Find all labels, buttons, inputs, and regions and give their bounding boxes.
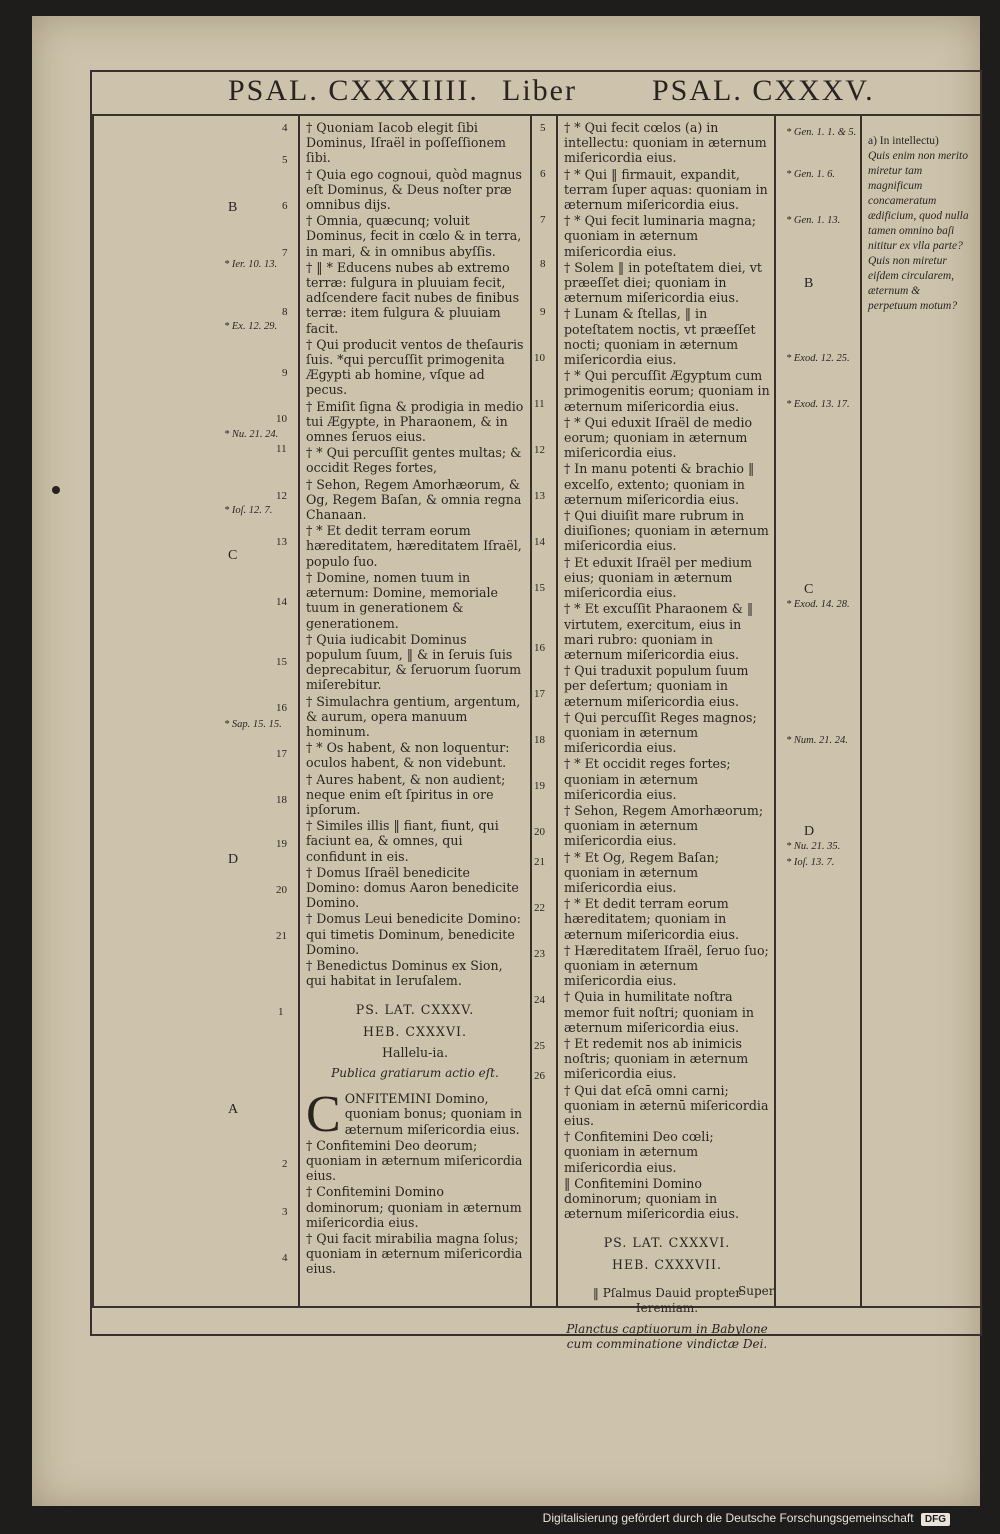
verse-number: 12 [534, 444, 545, 456]
verse: † In manu potenti & brachio ‖ excelſo, extento; quoniam in æternum miſericordia eius. [564, 461, 755, 507]
marginal-note [868, 134, 972, 314]
rule-note-left [860, 116, 862, 1306]
drop-capital: C [306, 1086, 341, 1144]
psalm-title-latin: PS. LAT. CXXXV. [355, 1002, 475, 1018]
verse: † Et redemit nos ab inimicis noſtris; quoniam in æternum miſericordia eius. [564, 1035, 749, 1082]
verse-number: 19 [276, 838, 287, 850]
column-2 [564, 120, 770, 1353]
psalm-title-hebrew: HEB. CXXXVI. [362, 1023, 468, 1039]
psalm-subtitle: Planctus captiuorum in Babylone cum comminatione vindictæ Dei. [566, 1322, 768, 1352]
verse-number: 19 [534, 780, 545, 792]
verse-number: 13 [534, 490, 545, 502]
verse: † Lunam & ſtellas, ‖ in poteſtatem noctis, vt præeſſet nocti; quoniam in æternum miſericordia eius. [564, 306, 756, 368]
verse: † Quoniam Iacob elegit ſibi Dominus, Iſraël in poſſeſſionem ſibi. [306, 120, 506, 166]
psalm-heading: ‖ Pſalmus Dauid propter Ieremiam. [592, 1285, 742, 1316]
verse: † Simulachra gentium, argentum, & aurum, opera manuum hominum. [306, 693, 521, 739]
verse: ‖ Confitemini Domino dominorum; quoniam in æternum miſericordia eius. [564, 1175, 739, 1222]
verse: † Quia ego cognoui, quòd magnus eſt Dominus, & Deus noſter præ omnibus dijs. [306, 166, 522, 213]
credit-text: Digitalisierung gefördert durch die Deutsche Forschungsgemeinschaft [542, 1511, 914, 1525]
verse-number: 1 [278, 1006, 284, 1018]
verse: † Domine, nomen tuum in æternum: Domine, memoriale tuum in generationem & generationem. [306, 569, 498, 631]
section-letter: D [228, 852, 239, 867]
verse-number: 23 [534, 948, 545, 960]
margin-reference: * Gen. 1. 13. [786, 215, 841, 226]
margin-reference: * Gen. 1. 1. & 5. [786, 127, 857, 138]
verse-number: 15 [276, 656, 287, 668]
note-text: Quis enim non merito miretur tam magnificum concameratum ædificium, quod nulla tamen omnino baſi nititur ex vlla parte? Quis non miretur eiſdem circularem, æternum & perpetuum motum? [868, 150, 969, 312]
psalm-subtitle: Publica gratiarum actio eſt. [331, 1065, 499, 1080]
verse: † Sehon, Regem Amorhæorum, & Og, Regem Baſan, & omnia regna Chanaan. [306, 476, 522, 523]
verse: † Sehon, Regem Amorhæorum; quoniam in æternum miſericordia eius. [564, 802, 764, 849]
verse: † * Os habent, & non loquentur: oculos habent, & non videbunt. [306, 740, 510, 771]
rule-left [92, 116, 94, 1306]
verse: † * Et dedit terram eorum hæreditatem, hæreditatem Iſraël, populo ſuo. [306, 523, 522, 569]
verse-number: 15 [534, 582, 545, 594]
verse-number: 25 [534, 1040, 545, 1052]
margin-reference: * Nu. 21. 35. [786, 841, 841, 852]
verse-number: 3 [282, 1206, 288, 1218]
verse: † * Et Og, Regem Baſan; quoniam in æternum miſericordia eius. [564, 849, 719, 895]
verse-number: 11 [534, 398, 545, 410]
verse-number: 14 [276, 596, 287, 608]
verse: † Aures habent, & non audient; neque enim eſt ſpiritus in ore ipſorum. [306, 771, 506, 817]
verse: † Quia iudicabit Dominus populum ſuum, ‖ & in ſeruis ſuis deprecabitur, & ſeruorum ſuorum miſerebitur. [306, 631, 522, 693]
running-header [92, 72, 980, 116]
verse: † * Qui fecit cœlos (a) in intellectu: quoniam in æternum miſericordia eius. [564, 120, 767, 166]
rule-col2-right [774, 116, 776, 1306]
margin-reference: * Exod. 13. 17. [786, 399, 850, 410]
verse: † Domus Iſraël benedicite Domino: domus Aaron benedicite Domino. [306, 864, 519, 911]
verse: † Quia in humilitate noſtra memor fuit noſtri; quoniam in æternum miſericordia eius. [564, 989, 755, 1035]
verse: † * Qui ‖ firmauit, expandit, terram ſuper aquas: quoniam in æternum miſericordia eius. [564, 166, 768, 213]
text-frame [90, 70, 982, 1352]
verse-text: ONFITEMINI Domino, quoniam bonus; quoniam in æternum miſericordia eius. [344, 1091, 523, 1137]
verse: † Omnia, quæcunq; voluit Dominus, fecit in cœlo & in terra, in mari, & in omnibus abyſſis. [306, 213, 522, 259]
margin-reference: * Nu. 21. 24. [224, 429, 279, 440]
verse-number: 14 [534, 536, 545, 548]
verse: † Qui traduxit populum ſuum per deſertum; quoniam in æternum miſericordia eius. [564, 663, 749, 709]
psalm-title-hebrew: HEB. CXXXVII. [611, 1256, 723, 1272]
margin-reference: * Gen. 1. 6. [786, 169, 835, 180]
verse-number: 16 [534, 642, 545, 654]
verse-number: 10 [276, 413, 287, 425]
verse: † Similes illis ‖ fiant, fiunt, qui faciunt ea, & omnes, qui confidunt in eis. [306, 818, 499, 864]
margin-reference: * Ier. 10. 13. [224, 259, 278, 270]
margin-reference: * Exod. 14. 28. [786, 599, 850, 610]
verse: † Confitemini Deo cœli; quoniam in æternum miſericordia eius. [564, 1129, 714, 1175]
dfg-logo: DFG [921, 1513, 950, 1526]
verse: † Confitemini Deo deorum; quoniam in æternum miſericordia eius. [306, 1137, 523, 1184]
verse-number: 9 [540, 306, 546, 318]
verse: † Benedictus Dominus ex Sion, qui habitat in Ieruſalem. [306, 957, 503, 989]
digitization-credit [543, 1511, 950, 1526]
verse: † Et eduxit Iſraël per medium eius; quoniam in æternum miſericordia eius. [564, 554, 753, 601]
verse-number: 9 [282, 367, 288, 379]
verse: † * Qui eduxit Iſraël de medio eorum; quoniam in æternum miſericordia eius. [564, 414, 753, 461]
verse: † Qui diuiſit mare rubrum in diuiſiones; quoniam in æternum miſericordia eius. [564, 508, 769, 554]
verse-number: 10 [534, 352, 545, 364]
section-letter: A [228, 1102, 239, 1117]
verse-number: 24 [534, 994, 545, 1006]
verse-number: 8 [540, 258, 546, 270]
verse: † * Et occidit reges fortes; quoniam in æternum miſericordia eius. [564, 756, 731, 802]
verse: † * Qui percuſſit gentes multas; & occidit Reges fortes, [306, 445, 522, 476]
verse-number: 13 [276, 536, 287, 548]
verse-number: 20 [276, 884, 287, 896]
psalm-title-latin: PS. LAT. CXXXVI. [603, 1235, 731, 1251]
margin-reference: * Ex. 12. 29. [224, 321, 278, 332]
verse-number: 2 [282, 1158, 288, 1170]
verse-with-dropcap [306, 1086, 524, 1144]
verse: † * Et dedit terram eorum hæreditatem; quoniam in æternum miſericordia eius. [564, 896, 739, 942]
verse-number: 7 [540, 214, 546, 226]
verse: † Qui facit mirabilia magna ſolus; quoniam in æternum miſericordia eius. [306, 1231, 523, 1277]
verse: † ‖ * Educens nubes ab extremo terræ: fulgura in pluuiam fecit, adſcendere facit nubes de finibus terræ: item fulgura & pluuiam facit. [306, 259, 520, 336]
header-middle: Liber [502, 74, 577, 107]
verse: † Confitemini Domino dominorum; quoniam in æternum miſericordia eius. [306, 1184, 522, 1230]
catchword: Super [738, 1284, 775, 1298]
verse: † Solem ‖ in poteſtatem diei, vt præeſſet diei; quoniam in æternum miſericordia eius. [564, 259, 762, 306]
verse-number: 5 [282, 154, 288, 166]
rule-col1-right [530, 116, 532, 1306]
verse-number: 12 [276, 490, 287, 502]
verse: † * Et excuſſit Pharaonem & ‖ virtutem, exercitum, eius in mari rubro: quoniam in æternum miſericordia eius. [564, 601, 754, 662]
verse-number: 4 [282, 122, 288, 134]
verse: † Qui producit ventos de theſauris ſuis. *qui percuſſit primogenita Ægypti ab homine, vſque ad pecus. [306, 336, 524, 398]
section-letter: B [228, 200, 238, 215]
verse-number: 18 [276, 794, 287, 806]
margin-reference: * Exod. 12. 25. [786, 353, 850, 364]
book-page [32, 16, 980, 1506]
header-right: PSAL. CXXXV. [652, 74, 875, 107]
section-letter: B [804, 276, 814, 291]
verse: † Emiſit ſigna & prodigia in medio tui Ægypte, in Pharaonem, & in omnes ſeruos eius. [306, 398, 524, 445]
verse-number: 21 [534, 856, 545, 868]
verse-number: 17 [276, 748, 287, 760]
verse-number: 16 [276, 702, 287, 714]
verse-number: 6 [540, 168, 546, 180]
verse: † Hæreditatem Iſraël, ſeruo ſuo; quoniam in æternum miſericordia eius. [564, 942, 769, 989]
verse-number: 8 [282, 306, 288, 318]
binding-hole [52, 486, 60, 494]
margin-reference: * Num. 21. 24. [786, 735, 848, 746]
header-left: PSAL. CXXXIIII. [228, 74, 479, 107]
section-letter: D [804, 824, 815, 839]
verse: † Qui percuſſit Reges magnos; quoniam in æternum miſericordia eius. [564, 709, 757, 756]
verse-number: 20 [534, 826, 545, 838]
note-label: a) In intellectu) [868, 135, 939, 147]
verse-number: 17 [534, 688, 545, 700]
verse: † * Qui percuſſit Ægyptum cum primogenitis eorum; quoniam in æternum miſericordia eius. [564, 368, 770, 414]
margin-reference: * Sap. 15. 15. [224, 719, 282, 730]
rule-col1-left [298, 116, 300, 1306]
verse-number: 5 [540, 122, 546, 134]
verse-number: 21 [276, 930, 287, 942]
margin-reference: * Ioſ. 12. 7. [224, 505, 273, 516]
verse-number: 22 [534, 902, 545, 914]
verse-number: 18 [534, 734, 545, 746]
margin-reference: * Ioſ. 13. 7. [786, 857, 835, 868]
verse-number: 11 [276, 443, 287, 455]
section-letter: C [804, 582, 814, 597]
verse: † Qui dat eſcā omni carni; quoniam in æternū miſericordia eius. [564, 1082, 769, 1128]
section-letter: C [228, 548, 238, 563]
verse-number: 7 [282, 247, 288, 259]
verse-number: 6 [282, 200, 288, 212]
psalm-hallelu-ia: Hallelu-ia. [382, 1044, 448, 1060]
rule-col2-left [556, 116, 558, 1306]
verse-number: 4 [282, 1252, 288, 1264]
column-1 [306, 120, 524, 1278]
verse-number: 26 [534, 1070, 545, 1082]
verse: † * Qui fecit luminaria magna; quoniam in æternum miſericordia eius. [564, 213, 756, 259]
verse: † Domus Leui benedicite Domino: qui timetis Dominum, benedicite Domino. [306, 911, 521, 957]
